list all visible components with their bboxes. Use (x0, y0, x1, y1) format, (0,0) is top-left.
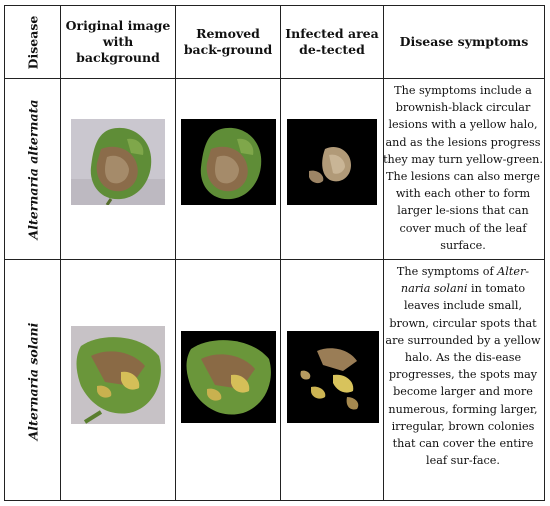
header-disease (5, 6, 60, 78)
row2-removed-background-image (181, 331, 276, 423)
column-divider (280, 6, 281, 500)
header-disease-label: Disease (24, 15, 40, 69)
row2-disease (5, 260, 60, 502)
column-divider (60, 6, 61, 500)
row2-symptoms-italic: Alter-naria solani (400, 265, 530, 296)
row2-symptoms-pre: The symptoms of (396, 265, 498, 278)
row-divider (5, 78, 544, 79)
disease-table (4, 5, 545, 501)
row1-disease-name: Alternaria alternata (25, 99, 40, 239)
row2-symptoms (383, 263, 543, 469)
row1-infected-area-image (287, 119, 377, 205)
row1-disease (5, 79, 60, 259)
row2-symptoms-post: in tomato leaves include small, brown, circular spots that are surrounded by a yellow halo. As the dis-ease progresses, the spots may become larger and more numerous, forming larger, irregular, brown colonies that can cover the entire leaf sur-face. (385, 282, 541, 468)
row-divider (5, 259, 544, 260)
row2-infected-area-image (287, 331, 379, 423)
row1-removed-background-image (181, 119, 276, 205)
row1-symptoms: The symptoms include a brownish-black circular lesions with a yellow halo, and as the lesions progress they may turn yellow-green. The lesions can also merge with each other to form larger le-sions that can cover much of the leaf surface. (383, 84, 543, 252)
row2-disease-name: Alternaria solani (25, 322, 41, 440)
header-original: Original image with background (65, 18, 171, 65)
header-infected: Infected area de-tected (285, 26, 379, 57)
row2-original-image (71, 326, 165, 424)
header-symptoms: Disease symptoms (399, 34, 529, 49)
column-divider (175, 6, 176, 500)
row1-original-image (71, 119, 165, 205)
header-removed: Removed back-ground (183, 26, 273, 57)
